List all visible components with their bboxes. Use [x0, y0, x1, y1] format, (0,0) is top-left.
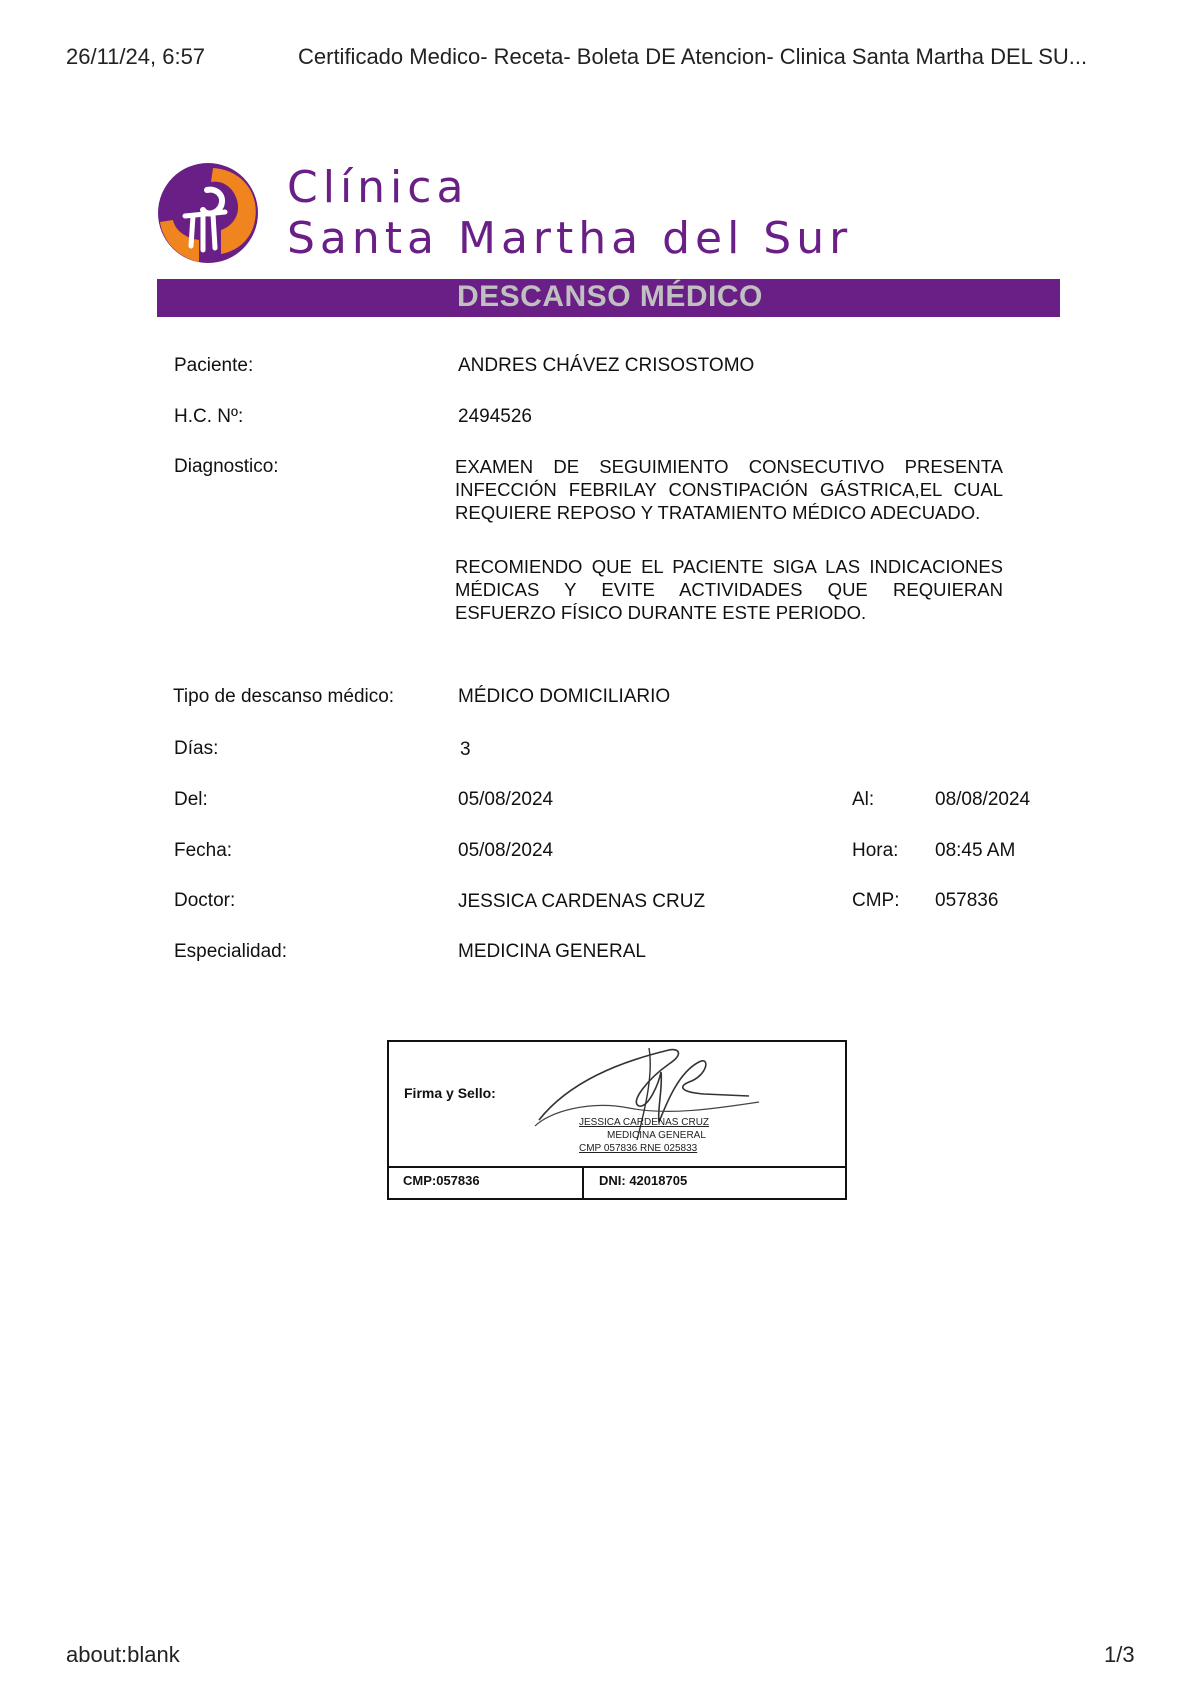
signature-divider: [389, 1166, 845, 1168]
signature-dni: DNI: 42018705: [599, 1173, 688, 1188]
logo-line1: Clínica: [287, 162, 469, 213]
paciente-label: Paciente:: [174, 355, 254, 376]
doctor-value: JESSICA CARDENAS CRUZ: [458, 891, 706, 912]
dias-label: Días:: [174, 738, 219, 759]
logo-line2: Santa Martha del Sur: [287, 213, 853, 264]
diagnostico-paragraph-1: EXAMEN DE SEGUIMIENTO CONSECUTIVO PRESENTA INFECCIÓN FEBRILAY CONSTIPACIÓN GÁSTRICA,EL CUAL REQUIERE REPOSO Y TRATAMIENTO MÉDICO ADECUADO.: [455, 456, 1003, 523]
diagnostico-label: Diagnostico:: [174, 456, 279, 477]
dias-value: 3: [460, 739, 471, 760]
banner-title: DESCANSO MÉDICO: [457, 280, 763, 313]
cmp-value: 057836: [935, 890, 999, 911]
tipo-value: MÉDICO DOMICILIARIO: [458, 686, 671, 707]
signature-cmp: CMP:057836: [403, 1173, 480, 1188]
stamp-line-1: JESSICA CARDENAS CRUZ: [579, 1117, 710, 1128]
clinic-logo-icon: [155, 160, 265, 265]
print-page-number: 1/3: [1104, 1642, 1135, 1667]
al-label: Al:: [852, 789, 875, 810]
especialidad-label: Especialidad:: [174, 941, 288, 962]
especialidad-value: MEDICINA GENERAL: [458, 941, 646, 962]
signature-label: Firma y Sello:: [404, 1085, 496, 1101]
cmp-label: CMP:: [852, 890, 900, 911]
print-url: about:blank: [66, 1642, 180, 1667]
hc-value: 2494526: [458, 406, 532, 427]
signature-vertical-divider: [582, 1166, 584, 1200]
fecha-label: Fecha:: [174, 840, 233, 861]
title-banner: [157, 279, 1060, 317]
hc-label: H.C. Nº:: [174, 406, 244, 427]
del-label: Del:: [174, 789, 208, 810]
stamp-line-2: MEDICINA GENERAL: [607, 1130, 706, 1141]
al-value: 08/08/2024: [935, 789, 1031, 810]
diagnostico-paragraph-2: RECOMIENDO QUE EL PACIENTE SIGA LAS INDICACIONES MÉDICAS Y EVITE ACTIVIDADES QUE REQUIERAN ESFUERZO FÍSICO DURANTE ESTE PERIODO.: [455, 556, 1003, 623]
paciente-value: ANDRES CHÁVEZ CRISOSTOMO: [458, 355, 755, 376]
del-value: 05/08/2024: [458, 789, 554, 810]
doctor-label: Doctor:: [174, 890, 236, 911]
print-doc-title: Certificado Medico- Receta- Boleta DE Atencion- Clinica Santa Martha DEL SU...: [298, 44, 1088, 69]
hora-value: 08:45 AM: [935, 840, 1016, 861]
print-datetime: 26/11/24, 6:57: [66, 44, 206, 69]
hora-label: Hora:: [852, 840, 899, 861]
tipo-label: Tipo de descanso médico:: [173, 686, 395, 707]
stamp-line-3: CMP 057836 RNE 025833: [579, 1143, 698, 1154]
signature-box: [387, 1040, 847, 1200]
fecha-value: 05/08/2024: [458, 840, 554, 861]
